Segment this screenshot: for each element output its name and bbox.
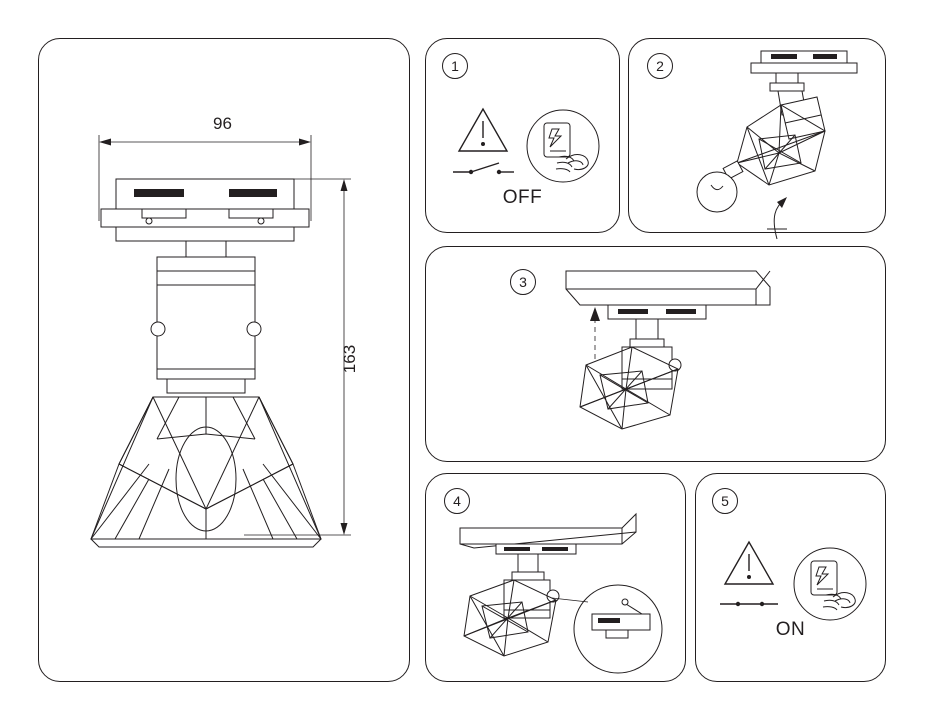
step-3-illustration xyxy=(426,247,885,461)
lamp-body xyxy=(151,271,261,393)
mounting-yoke xyxy=(157,241,255,271)
bulb-icon xyxy=(697,161,743,212)
hand-switch-circle-icon xyxy=(794,548,866,620)
switch-open-icon xyxy=(453,163,514,174)
warning-triangle-icon xyxy=(459,109,507,151)
step-1-state-label: OFF xyxy=(502,187,543,208)
step-5-panel xyxy=(695,473,886,682)
step-5-state-label: ON xyxy=(775,619,806,640)
step-1-panel xyxy=(425,38,620,233)
step-1-badge: 1 xyxy=(442,53,468,79)
hand-switch-circle-icon xyxy=(527,110,599,182)
step-2-badge: 2 xyxy=(647,53,673,79)
up-arrow-icon xyxy=(590,307,600,359)
step-3-badge: 3 xyxy=(510,269,536,295)
switch-closed-icon xyxy=(720,602,778,606)
main-drawing-panel xyxy=(38,38,410,682)
lamp-head-icon xyxy=(778,91,825,139)
lock-lever-detail-circle-icon xyxy=(552,585,662,673)
install-arrow-icon xyxy=(767,197,787,239)
step-2-panel xyxy=(628,38,886,233)
track-adapter xyxy=(101,179,309,241)
height-dimension-label: 163 xyxy=(340,344,360,374)
step-5-badge: 5 xyxy=(712,488,738,514)
cage-shade xyxy=(91,397,321,547)
lamp-head-icon xyxy=(504,554,559,618)
step-4-badge: 4 xyxy=(444,488,470,514)
warning-triangle-icon xyxy=(725,542,773,584)
track-rail-icon xyxy=(460,514,636,554)
width-dimension-label: 96 xyxy=(213,114,232,133)
step-4-panel xyxy=(425,473,686,682)
track-adapter-icon xyxy=(751,51,857,91)
step-3-panel xyxy=(425,246,886,462)
